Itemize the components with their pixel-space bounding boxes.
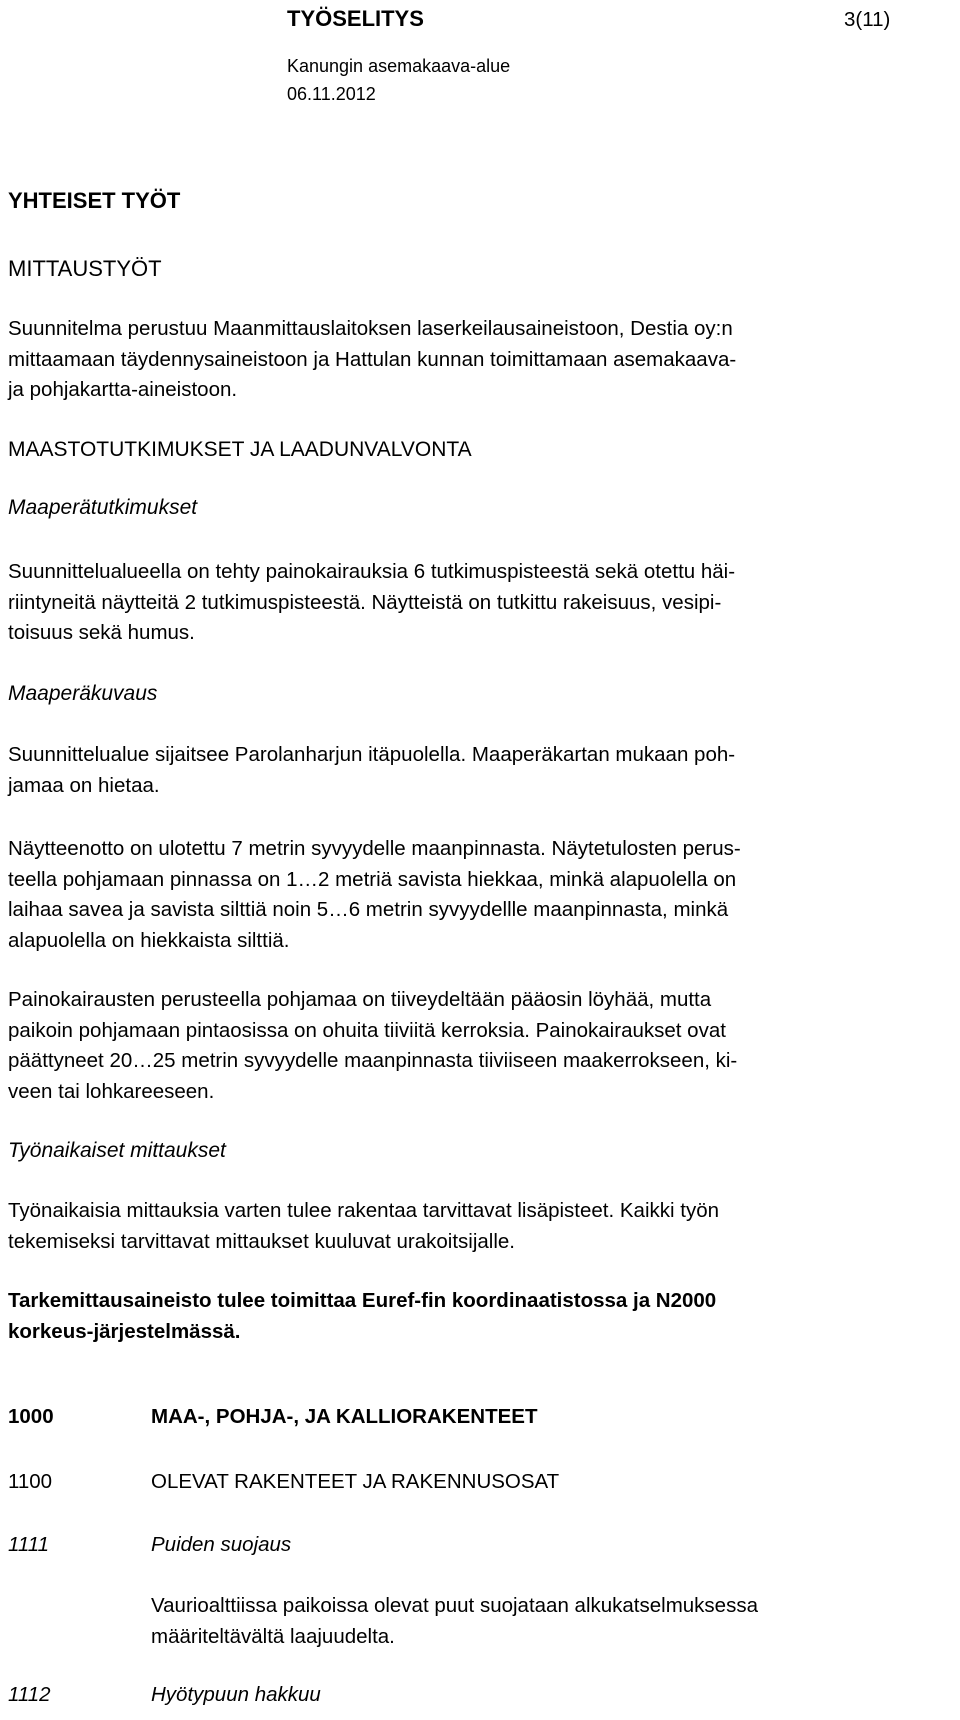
section-code: 1000	[8, 1405, 54, 1428]
text-line: Näytteenotto on ulotettu 7 metrin syvyydelle maanpinnasta. Näytetulosten perus-	[8, 837, 741, 860]
heading-mittaustyot: MITTAUSTYÖT	[8, 256, 162, 281]
section-title: OLEVAT RAKENTEET JA RAKENNUSOSAT	[151, 1470, 560, 1493]
section-title: Hyötypuun hakkuu	[151, 1683, 321, 1706]
text-line: päättyneet 20…25 metrin syvyydelle maanpinnasta tiiviiseen maakerrokseen, ki-	[8, 1049, 738, 1072]
text-line: Suunnittelualue sijaitsee Parolanharjun itäpuolella. Maaperäkartan mukaan poh-	[8, 743, 736, 766]
section-code: 1111	[8, 1533, 50, 1556]
text-line: riintyneitä näytteitä 2 tutkimuspisteestä. Näytteistä on tutkittu rakeisuus, vesipi-	[8, 590, 722, 614]
paragraph-mittaus	[8, 314, 736, 406]
text-line: Työnaikaisia mittauksia varten tulee rakentaa tarvittavat lisäpisteet. Kaikki työn	[8, 1199, 720, 1222]
heading-maaperatutkimukset: Maaperätutkimukset	[8, 496, 198, 519]
text-line: tekemiseksi tarvittavat mittaukset kuuluvat urakoitsijalle.	[8, 1229, 516, 1253]
heading-yhteiset-tyot: YHTEISET TYÖT	[8, 188, 181, 213]
text-line: alapuolella on hiekkaista silttiä.	[8, 928, 290, 952]
text-line: veen tai lohkareeseen.	[8, 1079, 215, 1103]
text-line: mittaamaan täydennysaineistoon ja Hattulan kunnan toimittamaan asemakaava-	[8, 347, 737, 371]
document-title: TYÖSELITYS	[287, 6, 424, 31]
paragraph-tutkimukset	[8, 557, 735, 649]
text-line: laihaa savea ja savista silttiä noin 5…6 metrin syvyydellle maanpinnasta, minkä	[8, 898, 729, 921]
text-line: teella pohjamaan pinnassa on 1…2 metriä savista hiekkaa, minkä alapuolella on	[8, 867, 737, 891]
heading-tyonaikaiset: Työnaikaiset mittaukset	[8, 1139, 226, 1162]
paragraph-naytteenotto	[8, 834, 741, 956]
section-title: Puiden suojaus	[151, 1533, 292, 1556]
text-line: korkeus-järjestelmässä.	[8, 1319, 241, 1343]
heading-maastotutkimukset: MAASTOTUTKIMUKSET JA LAADUNVALVONTA	[8, 438, 472, 461]
paragraph-puiden-suojaus	[151, 1591, 758, 1652]
project-name: Kanungin asemakaava-alue	[287, 56, 511, 76]
section-code: 1100	[8, 1470, 53, 1493]
text-line: Suunnitelma perustuu Maanmittauslaitoksen laserkeilausaineistoon, Destia oy:n	[8, 317, 733, 340]
text-line: Suunnittelualueella on tehty painokairauksia 6 tutkimuspisteestä sekä otettu häi-	[8, 560, 736, 583]
text-line: ja pohjakartta-aineistoon.	[8, 378, 238, 401]
text-line: paikoin pohjamaan pintaosissa on ohuita tiiviitä kerroksia. Painokairaukset ovat	[8, 1018, 726, 1042]
heading-maaperakuvaus: Maaperäkuvaus	[8, 682, 158, 705]
paragraph-sijainti	[8, 740, 735, 801]
text-line: jamaa on hietaa.	[8, 773, 160, 797]
paragraph-euref	[8, 1286, 716, 1347]
text-line: Painokairausten perusteella pohjamaa on tiiveydeltään pääosin löyhää, mutta	[8, 988, 712, 1011]
paragraph-painokairaus	[8, 985, 737, 1107]
document-date: 06.11.2012	[287, 84, 376, 104]
page-number: 3(11)	[844, 8, 891, 31]
text-line: määriteltävältä laajuudelta.	[151, 1624, 395, 1648]
text-line: toisuus sekä humus.	[8, 621, 195, 644]
paragraph-tyonaikaiset	[8, 1196, 719, 1257]
text-line: Vaurioalttiissa paikoissa olevat puut suojataan alkukatselmuksessa	[151, 1594, 758, 1617]
section-code: 1112	[8, 1683, 51, 1706]
text-line: Tarkemittausaineisto tulee toimittaa Euref-fin koordinaatistossa ja N2000	[8, 1289, 717, 1312]
section-title: MAA-, POHJA-, JA KALLIORAKENTEET	[151, 1405, 538, 1428]
